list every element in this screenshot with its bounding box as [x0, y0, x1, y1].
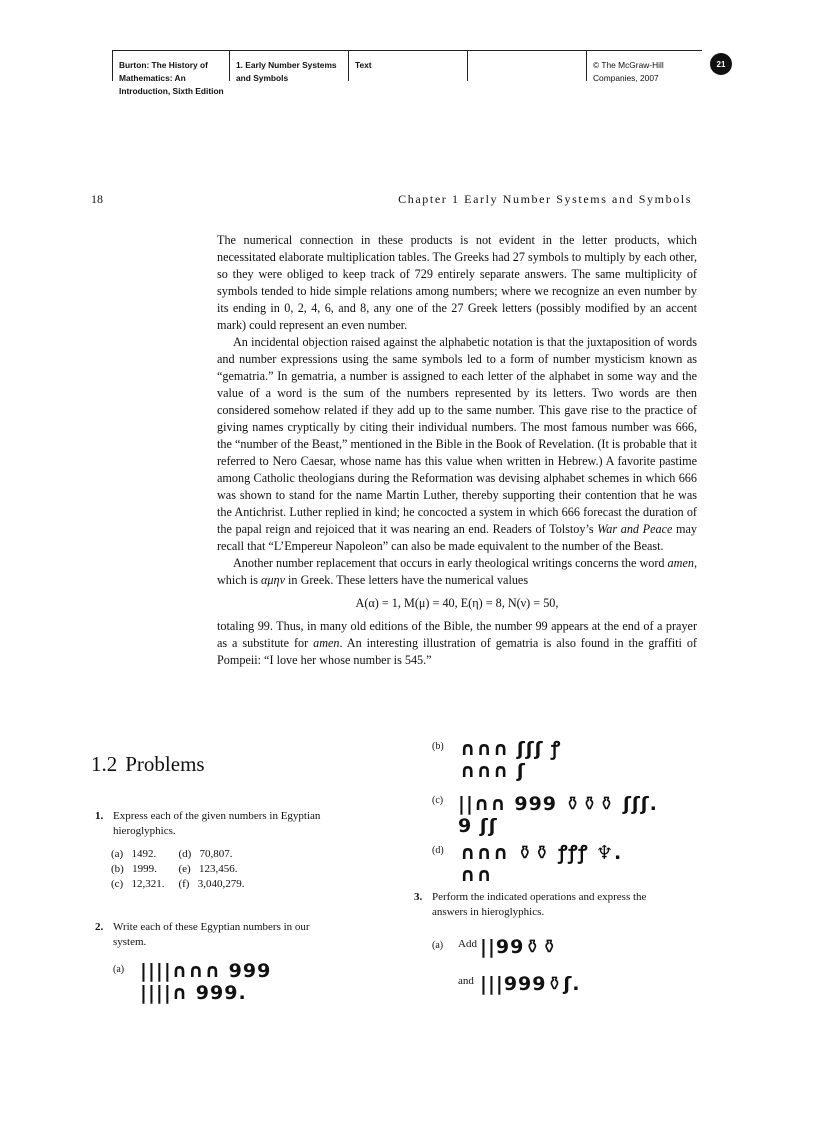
problem-2a-label: (a): [113, 964, 125, 975]
paragraph: The numerical connection in these products is not evident in the letter products, which necessitated elaborate multiplication tables. The Greeks had 27 symbols to multiply by each other, so they were obliged to keep track of 729 entirely separate answers. The same multiplicity of symbols tended to hide simple relations among numbers; where we recognize an even number by its ending in 0, 2, 4, 6, and 8, any one of the 27 Greek letters (possibly modified by an accent mark) could represent an even number.: [217, 233, 697, 332]
problem-2b-label: (b): [432, 741, 444, 752]
problem-3a-first-number: ||99⚱⚱: [480, 936, 559, 958]
problem-2d-hieroglyphs: ∩∩∩ ⚱⚱ ꝭꝭꝭ ♆. ∩∩: [460, 842, 623, 886]
paragraph: totaling 99. Thus, in many old editions of the Bible, the number 99 appears at the end of a prayer as a substitute for amen. An interesting illustration of gematria is also found in the graffiti of Pompeii: “I love her whose number is 545.”: [217, 619, 697, 667]
running-head: Chapter 1 Early Number Systems and Symbols: [398, 192, 692, 206]
header-book-title: Burton: The History of Mathematics: An Introduction, Sixth Edition: [112, 51, 229, 81]
problem-3: 3. Perform the indicated operations and express the answers in hieroglyphics.: [414, 891, 647, 918]
problem-3a-and-word: and: [458, 975, 474, 987]
problem-1-options: (a) 1492. (d) 70,807. (b) 1999. (e) 123,456. (c) 12,321. (f) 3,040,279.: [111, 848, 245, 890]
section-heading: 1.2 Problems: [91, 752, 205, 776]
problem-2: 2. Write each of these Egyptian numbers in our system.: [95, 921, 310, 948]
page-number: 18: [91, 192, 103, 206]
problem-2a-hieroglyphs: ||||∩∩∩ 999 ||||∩ 999.: [140, 960, 272, 1004]
paragraph: An incidental objection raised against the alphabetic notation is that the juxtaposition of words and number expressions using the same symbols led to a form of number mysticism known as “gematria.” In gematria, a number is assigned to each letter of the alphabet in some way and the value of a word is the sum of the numbers represented by its letters. Two words are then considered somehow related if they add up to the same number. This gave rise to the practice of giving names cryptically by citing their individual numbers. The most famous number was 666, the “number of the Beast,” mentioned in the Bible in the Book of Revelation. (It is probable that it referred to Nero Caesar, whose name has this value when written in Hebrew.) A favorite pastime among Catholic theologians during the Reformation was devising alphabet schemes in which 666 was shown to stand for the name Martin Luther, thereby supporting their contention that he was the Antichrist. Luther replied in kind; he concocted a system in which 666 forecast the duration of the papal reign and rejoiced that it was nearing an end. Readers of Tolstoy’s War and Peace may recall that “L’Empereur Napoleon” can also be made equivalent to the number of the Beast.: [217, 335, 697, 553]
body-text: [217, 232, 697, 669]
problem-3a-second-number: |||999⚱ʃ.: [480, 973, 581, 995]
problem-2d-label: (d): [432, 845, 444, 856]
problem-2b-hieroglyphs: ∩∩∩ ʃʃʃ ꝭ ∩∩∩ ʃ: [460, 738, 562, 782]
problem-3a-label: (a): [432, 940, 444, 951]
problem-2c-label: (c): [432, 795, 444, 806]
equation: A(α) = 1, M(μ) = 40, E(η) = 8, N(ν) = 50,: [355, 596, 559, 610]
header-copyright: © The McGraw-Hill Companies, 2007: [586, 51, 703, 81]
paragraph: Another number replacement that occurs in early theological writings concerns the word amen, which is αμην in Greek. These letters have the numerical values: [217, 556, 697, 587]
problem-1: 1. Express each of the given numbers in Egyptian hieroglyphics.: [95, 810, 321, 837]
page-badge: 21: [710, 53, 732, 75]
header-chapter: 1. Early Number Systems and Symbols: [229, 51, 346, 81]
problem-3a-add-word: Add: [458, 938, 477, 950]
problem-2c-hieroglyphs: ||∩∩ 999 ⚱⚱⚱ ʃʃʃ. 9 ʃʃ: [458, 793, 658, 837]
header-section-type: Text: [348, 51, 465, 81]
page-header: [112, 50, 702, 111]
header-empty-cell: [467, 51, 584, 81]
